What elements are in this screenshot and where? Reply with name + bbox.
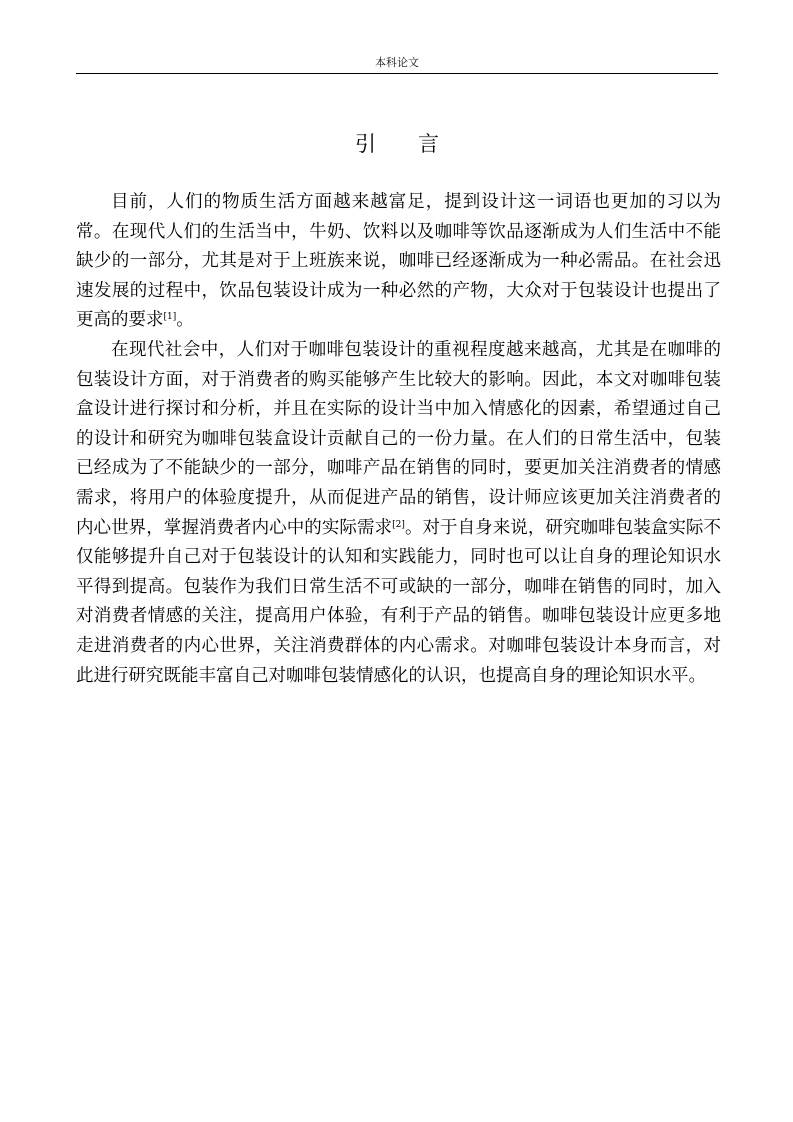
header-divider (76, 73, 718, 74)
paragraph-2 (76, 336, 721, 691)
citation-ref-2[interactable]: [2] (392, 519, 405, 530)
paragraph-2-end: 。对于自身来说，研究咖啡包装盒实际不仅能够提升自己对于包装设计的认知和实践能力，同时也可以让自身的理论知识水平得到提高。包装作为我们日常生活不可或缺的一部分，咖啡在销售的同时，加入对消费者情感的关注，提高用户体验，有利于产品的销售。咖啡包装设计应更多地走进消费者的内心世界，关注消费群体的内心需求。对咖啡包装设计本身而言，对此进行研究既能丰富自己对咖啡包装情感化的认识，也提高自身的理论知识水平。 (76, 517, 721, 686)
citation-ref-1[interactable]: [1] (163, 312, 177, 323)
paragraph-1-end: 。 (176, 310, 194, 331)
running-header: 本科论文 (375, 56, 419, 69)
section-title: 引言 (355, 132, 481, 156)
body-text (76, 188, 721, 691)
paragraph-1-text: 目前，人们的物质生活方面越来越富足，提到设计这一词语也更加的习以为常。在现代人们的生活当中，牛奶、饮料以及咖啡等饮品逐渐成为人们生活中不能缺少的一部分，尤其是对于上班族来说，咖啡已经逐渐成为一种必需品。在社会迅速发展的过程中，饮品包装设计成为一种必然的产物，大众对于包装设计也提出了更高的要求 (76, 192, 721, 331)
paragraph-1 (76, 188, 721, 336)
paragraph-2-text: 在现代社会中，人们对于咖啡包装设计的重视程度越来越高，尤其是在咖啡的包装设计方面，对于消费者的购买能够产生比较大的影响。因此，本文对咖啡包装盒设计进行探讨和分析，并且在实际的设计当中加入情感化的因素，希望通过自己的设计和研究为咖啡包装盒设计贡献自己的一份力量。在人们的日常生活中，包装已经成为了不能缺少的一部分，咖啡产品在销售的同时，要更加关注消费者的情感需求，将用户的体验度提升，从而促进产品的销售，设计师应该更加关注消费者的内心世界，掌握消费者内心中的实际需求 (76, 339, 721, 538)
